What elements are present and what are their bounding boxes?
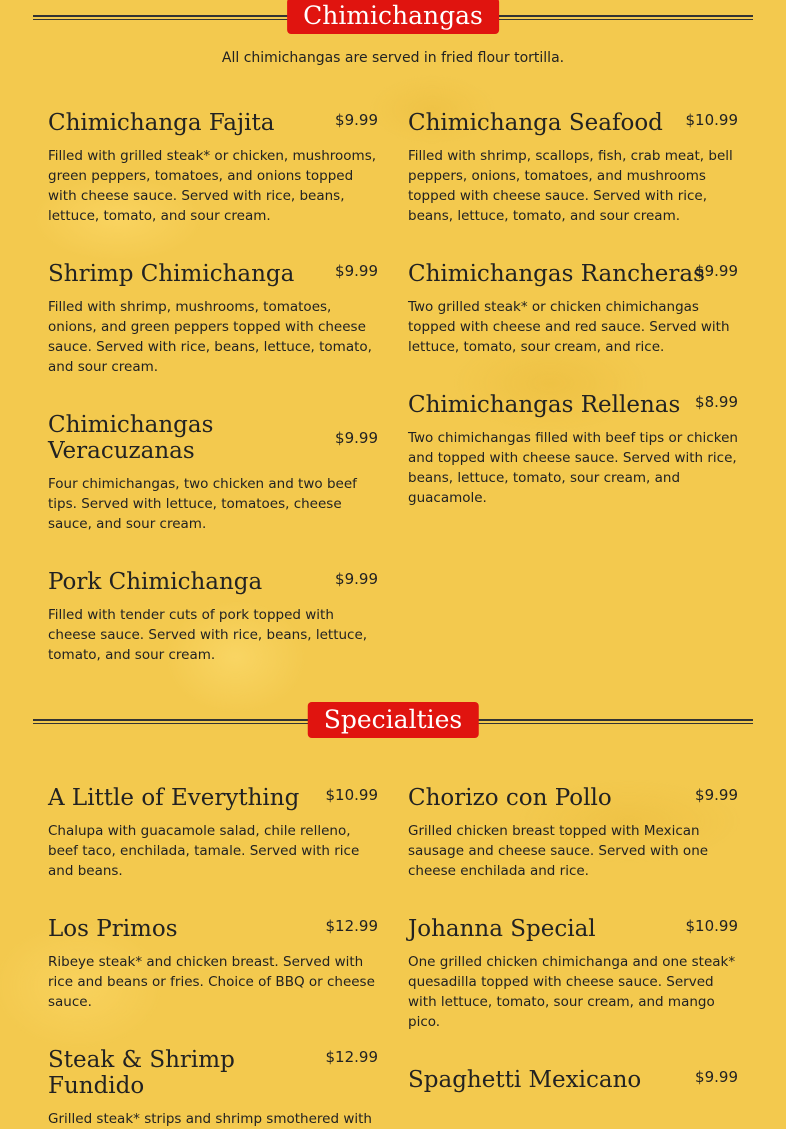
item-price: $12.99 bbox=[325, 917, 378, 935]
item-description: Chalupa with guacamole salad, chile relleno, beef taco, enchilada, tamale. Served with rice and beans. bbox=[48, 823, 360, 879]
section-title: Chimichangas bbox=[287, 0, 499, 34]
menu-item bbox=[408, 785, 738, 881]
item-price: $10.99 bbox=[325, 786, 378, 804]
item-name: Chorizo con Pollo bbox=[408, 785, 612, 811]
section-intro: All chimichangas are served in fried flour tortilla. bbox=[221, 50, 565, 66]
menu-item bbox=[48, 569, 378, 665]
item-name: Chimichanga Fajita bbox=[48, 110, 275, 136]
item-name: Johanna Special bbox=[408, 916, 596, 942]
item-price: $9.99 bbox=[335, 570, 378, 588]
menu-item bbox=[408, 916, 738, 1032]
item-description: Filled with tender cuts of pork topped with cheese sauce. Served with rice, beans, lettuce, tomato, and sour cream. bbox=[48, 607, 368, 663]
menu-item bbox=[408, 110, 738, 226]
item-name: Steak & Shrimp Fundido bbox=[48, 1047, 235, 1099]
item-description: Filled with shrimp, scallops, fish, crab meat, bell peppers, onions, tomatoes, and mushrooms topped with cheese sauce. Served with rice, beans, lettuce, tomato, and sour cream. bbox=[408, 148, 733, 224]
menu-item bbox=[408, 392, 738, 508]
menu-item bbox=[48, 261, 378, 377]
item-price: $10.99 bbox=[685, 111, 738, 129]
item-price: $8.99 bbox=[695, 393, 738, 411]
menu-item bbox=[48, 1047, 378, 1129]
item-description: Filled with shrimp, mushrooms, tomatoes, onions, and green peppers topped with cheese sauce. Served with rice, beans, lettuce, tomato, and sour cream. bbox=[48, 299, 372, 375]
item-price: $9.99 bbox=[695, 262, 738, 280]
item-description: Four chimichangas, two chicken and two beef tips. Served with lettuce, tomatoes, cheese sauce, and sour cream. bbox=[48, 476, 357, 532]
item-price: $10.99 bbox=[685, 917, 738, 935]
section-header-chimichangas bbox=[33, 0, 753, 36]
item-description: Filled with grilled steak* or chicken, mushrooms, green peppers, tomatoes, and onions topped with cheese sauce. Served with rice, beans, lettuce, tomato, and sour cream. bbox=[48, 148, 377, 224]
item-name: Chimichangas Rellenas bbox=[408, 392, 681, 418]
item-description: Two chimichangas filled with beef tips or chicken and topped with cheese sauce. Served with rice, beans, lettuce, tomato, sour cream, and guacamole. bbox=[408, 430, 738, 506]
section-header-specialties bbox=[33, 704, 753, 740]
menu-item bbox=[48, 110, 378, 226]
menu-item bbox=[48, 916, 378, 1012]
item-price: $9.99 bbox=[695, 786, 738, 804]
item-name: Los Primos bbox=[48, 916, 178, 942]
item-description: Grilled steak* strips and shrimp smothered with bbox=[48, 1111, 372, 1127]
item-price: $9.99 bbox=[335, 111, 378, 129]
item-name: Chimichangas Veracuzanas bbox=[48, 412, 214, 464]
item-description: Grilled chicken breast topped with Mexican sausage and cheese sauce. Served with one cheese enchilada and rice. bbox=[408, 823, 709, 879]
item-name: A Little of Everything bbox=[48, 785, 300, 811]
item-name: Shrimp Chimichanga bbox=[48, 261, 295, 287]
item-price: $9.99 bbox=[335, 429, 378, 447]
item-price: $9.99 bbox=[335, 262, 378, 280]
menu-item bbox=[408, 1067, 738, 1103]
menu-item bbox=[48, 412, 378, 534]
menu-item bbox=[48, 785, 378, 881]
item-price: $9.99 bbox=[695, 1068, 738, 1086]
item-description: Ribeye steak* and chicken breast. Served with rice and beans or fries. Choice of BBQ or cheese sauce. bbox=[48, 954, 375, 1010]
item-price: $12.99 bbox=[325, 1048, 378, 1066]
menu-item bbox=[408, 261, 738, 357]
item-description: Two grilled steak* or chicken chimichangas topped with cheese and red sauce. Served with lettuce, tomato, sour cream, and rice. bbox=[408, 299, 730, 355]
item-description: One grilled chicken chimichanga and one steak* quesadilla topped with cheese sauce. Served with lettuce, tomato, sour cream, and mango pico. bbox=[408, 954, 736, 1030]
item-name: Chimichanga Seafood bbox=[408, 110, 663, 136]
item-name: Spaghetti Mexicano bbox=[408, 1067, 642, 1093]
section-title: Specialties bbox=[308, 702, 479, 738]
item-name: Chimichangas Rancheras bbox=[408, 261, 705, 287]
item-name: Pork Chimichanga bbox=[48, 569, 263, 595]
